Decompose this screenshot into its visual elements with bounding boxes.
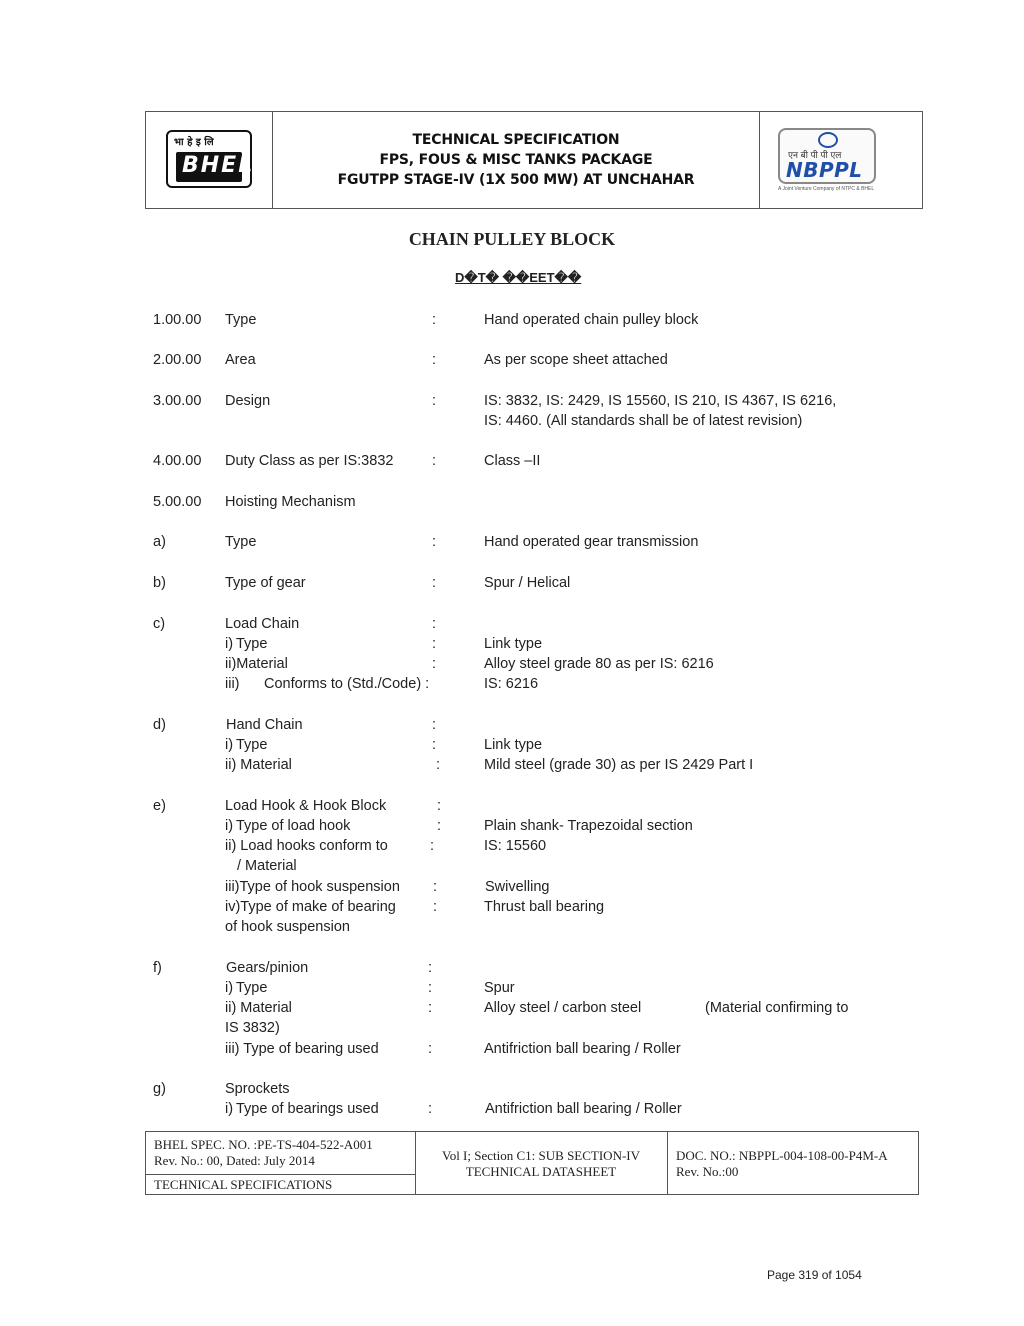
row-value-continued: IS: 4460. (All standards shall be of latest revision) bbox=[484, 413, 803, 429]
row-label: Load Chain bbox=[225, 616, 300, 632]
row-value: IS: 15560 bbox=[484, 838, 547, 854]
row-label: ii) Load hooks conform to bbox=[225, 838, 388, 854]
row-label: iv)Type of make of bearing bbox=[225, 899, 396, 915]
row-value: Alloy steel / carbon steel bbox=[484, 1000, 642, 1016]
row-label: Hoisting Mechanism bbox=[225, 494, 356, 510]
row-label: i) Type of load hook bbox=[225, 818, 351, 834]
row-number: a) bbox=[153, 534, 166, 550]
row-number: 5.00.00 bbox=[153, 494, 202, 510]
row-value: Plain shank- Trapezoidal section bbox=[484, 818, 693, 834]
row-label: iii) Type of bearing used bbox=[225, 1041, 379, 1057]
row-label: Type bbox=[225, 534, 257, 550]
page-number: Page 319 of 1054 bbox=[767, 1268, 862, 1282]
row-value: Alloy steel grade 80 as per IS: 6216 bbox=[484, 656, 714, 672]
bhel-logo bbox=[166, 130, 255, 188]
row-value: Hand operated chain pulley block bbox=[484, 312, 699, 328]
row-value: As per scope sheet attached bbox=[484, 352, 668, 368]
row-value: IS: 3832, IS: 2429, IS 15560, IS 210, IS 4367, IS 6216, bbox=[484, 393, 837, 409]
row-label: ii) Material bbox=[225, 1000, 292, 1016]
footer-volume-section: Vol I; Section C1: SUB SECTION-IV bbox=[441, 1148, 640, 1163]
row-number: c) bbox=[153, 616, 166, 632]
bhel-logo-text: BHEL bbox=[182, 153, 255, 178]
footer-doc-revision: Rev. No.:00 bbox=[676, 1164, 739, 1179]
nbppl-logo bbox=[778, 128, 876, 184]
document-footer bbox=[145, 1131, 919, 1195]
bhel-logo-hindi: भा हे इ लि bbox=[174, 137, 214, 148]
row-label: i) Type bbox=[225, 636, 268, 652]
footer-section-cell bbox=[415, 1132, 668, 1194]
page-subtitle: D�T� ��EET�� bbox=[455, 270, 582, 285]
row-colon: : bbox=[432, 717, 437, 733]
row-number: e) bbox=[153, 798, 166, 814]
footer-doc-cell bbox=[676, 1148, 888, 1180]
row-label: i) Type of bearings used bbox=[225, 1101, 379, 1117]
row-colon: : bbox=[432, 352, 437, 368]
row-label-continued: IS 3832) bbox=[225, 1020, 280, 1036]
document-header bbox=[145, 111, 923, 209]
row-value: IS: 6216 bbox=[484, 676, 539, 692]
row-colon: : bbox=[428, 980, 433, 996]
row-colon: : bbox=[428, 1041, 433, 1057]
row-value: Antifriction ball bearing / Roller bbox=[484, 1041, 681, 1057]
row-number: g) bbox=[153, 1081, 166, 1097]
row-label: iii)Type of hook suspension bbox=[225, 879, 400, 895]
row-label: Type bbox=[225, 312, 257, 328]
row-value: Antifriction ball bearing / Roller bbox=[485, 1101, 682, 1117]
footer-spec-cell bbox=[146, 1132, 416, 1194]
row-number: d) bbox=[153, 717, 166, 733]
nbppl-logo-hindi: एन बी पी पी एल bbox=[788, 150, 842, 160]
row-value: Swivelling bbox=[485, 879, 550, 895]
row-colon: : bbox=[433, 899, 438, 915]
row-colon: : bbox=[432, 656, 437, 672]
row-colon: : bbox=[432, 312, 437, 328]
row-number: 4.00.00 bbox=[153, 453, 202, 469]
row-label-continued: of hook suspension bbox=[225, 919, 350, 935]
footer-spec-number: BHEL SPEC. NO. :PE-TS-404-522-A001 bbox=[154, 1137, 373, 1152]
nbppl-logo-text: NBPPL bbox=[786, 158, 863, 182]
bhel-logo-cell bbox=[146, 112, 273, 208]
row-value: Spur bbox=[484, 980, 515, 996]
row-value: Mild steel (grade 30) as per IS 2429 Part I bbox=[484, 757, 754, 773]
row-label: iii) bbox=[225, 676, 240, 692]
row-label: i) Type bbox=[225, 980, 268, 996]
row-label-continued: Conforms to (Std./Code) : bbox=[264, 676, 430, 692]
row-number: 1.00.00 bbox=[153, 312, 202, 328]
row-label: Design bbox=[225, 393, 271, 409]
row-colon: : bbox=[432, 636, 437, 652]
row-colon: : bbox=[432, 453, 437, 469]
row-colon: : bbox=[428, 1101, 433, 1117]
row-value: Link type bbox=[484, 737, 543, 753]
row-colon: : bbox=[432, 575, 437, 591]
row-value: Class –II bbox=[484, 453, 541, 469]
footer-revision: Rev. No.: 00, Dated: July 2014 bbox=[154, 1153, 315, 1168]
nbppl-tagline: A Joint Venture Company of NTPC & BHEL bbox=[778, 186, 875, 192]
row-colon: : bbox=[432, 393, 437, 409]
row-colon: : bbox=[428, 1000, 433, 1016]
row-label: ii)Material bbox=[225, 656, 288, 672]
footer-technical-datasheet: TECHNICAL DATASHEET bbox=[465, 1164, 617, 1179]
row-colon: : bbox=[432, 737, 437, 753]
header-title-block bbox=[273, 112, 760, 208]
row-colon: : bbox=[430, 838, 435, 854]
row-colon: : bbox=[437, 798, 442, 814]
row-label: Type of gear bbox=[225, 575, 306, 591]
row-number: 2.00.00 bbox=[153, 352, 202, 368]
row-label: Gears/pinion bbox=[226, 960, 309, 976]
row-colon: : bbox=[433, 879, 438, 895]
footer-technical-specifications: TECHNICAL SPECIFICATIONS bbox=[146, 1174, 415, 1195]
row-value: Link type bbox=[484, 636, 543, 652]
row-label-continued: / Material bbox=[237, 858, 297, 874]
footer-doc-number: DOC. NO.: NBPPL-004-108-00-P4M-A bbox=[676, 1148, 888, 1163]
row-colon: : bbox=[432, 616, 437, 632]
row-value: Hand operated gear transmission bbox=[484, 534, 699, 550]
row-number: 3.00.00 bbox=[153, 393, 202, 409]
row-value-continued: (Material confirming to bbox=[705, 1000, 849, 1016]
row-colon: : bbox=[428, 960, 433, 976]
row-label: Duty Class as per IS:3832 bbox=[225, 453, 394, 469]
row-label: Sprockets bbox=[225, 1081, 290, 1097]
row-value: Thrust ball bearing bbox=[484, 899, 605, 915]
row-label: i) Type bbox=[225, 737, 268, 753]
row-number: f) bbox=[153, 960, 162, 976]
header-line-2: FPS, FOUS & MISC TANKS PACKAGE bbox=[379, 152, 653, 168]
header-line-3: FGUTPP STAGE-IV (1X 500 MW) AT UNCHAHAR bbox=[337, 172, 695, 188]
nbppl-logo-cell bbox=[760, 112, 922, 208]
row-label: Load Hook & Hook Block bbox=[225, 798, 387, 814]
row-value: Spur / Helical bbox=[484, 575, 571, 591]
row-label: ii) Material bbox=[225, 757, 292, 773]
row-label: Area bbox=[225, 352, 256, 368]
row-colon: : bbox=[436, 757, 441, 773]
row-colon: : bbox=[432, 534, 437, 550]
row-number: b) bbox=[153, 575, 166, 591]
header-line-1: TECHNICAL SPECIFICATION bbox=[412, 132, 620, 148]
row-colon: : bbox=[437, 818, 442, 834]
nbppl-logo-emblem-icon bbox=[818, 132, 838, 148]
page-title: CHAIN PULLEY BLOCK bbox=[408, 229, 616, 249]
row-label: Hand Chain bbox=[226, 717, 303, 733]
